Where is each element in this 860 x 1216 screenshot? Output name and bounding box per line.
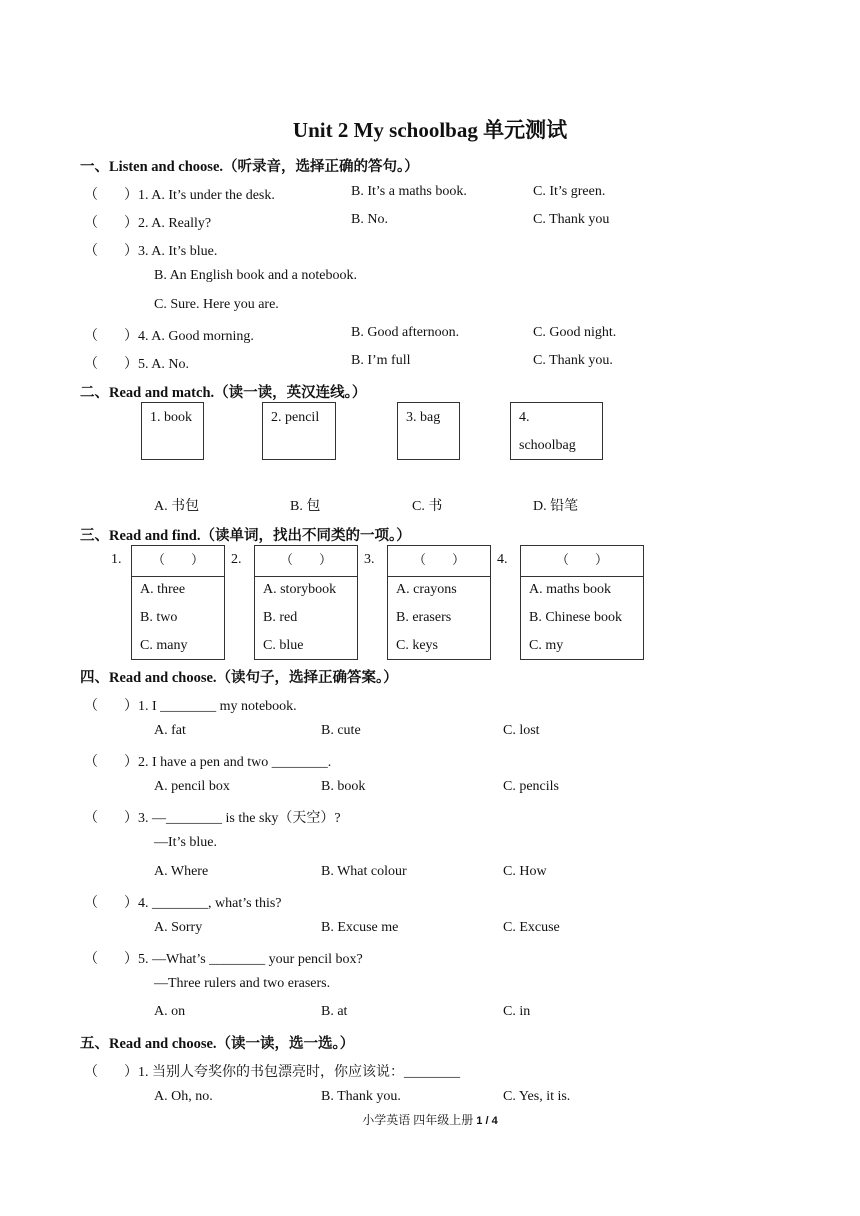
find-option-c: C. keys [396,638,438,653]
answer-paren: （ [84,896,98,911]
find-number: 2. [231,552,242,567]
section-2-heading: 二、Read and match.（读一读，英汉连线。） [80,385,367,401]
find-option-b: B. Chinese book [529,610,622,625]
page-title: Unit 2 My schoolbag 单元测试 [292,118,568,142]
answer-paren: （ [84,755,98,770]
question-1-1: ）1. A. It’s under the desk. [124,188,275,203]
question-4-1: ）1. I ________ my notebook. [124,699,297,714]
option-b: B. cute [321,723,361,738]
answer-paren: （ [84,699,98,714]
answer-paren: （ [84,357,98,372]
chinese-option-c: C. 书 [412,499,443,514]
option-c: C. in [503,1004,531,1019]
option-b: B. Excuse me [321,920,399,935]
option-b: B. I’m full [351,353,411,368]
find-option-a: A. crayons [396,582,457,597]
find-option-b: B. two [140,610,178,625]
chinese-option-b: B. 包 [290,499,321,514]
find-option-a: A. storybook [263,582,337,597]
match-box-schoolbag [510,402,603,460]
match-box-book [141,402,204,460]
option-b: B. It’s a maths book. [351,184,467,199]
match-word: 2. pencil [271,410,320,425]
question-1-2: ）2. A. Really? [124,216,212,231]
option-b: B. at [321,1004,348,1019]
option-a: A. Where [154,864,209,879]
find-option-a: A. maths book [529,582,612,597]
section-5-heading: 五、Read and choose.（读一读，选一选。） [80,1036,355,1052]
section-1-heading: 一、Listen and choose.（听录音，选择正确的答句。） [80,159,419,175]
find-box-4 [520,545,644,660]
option-c: C. Thank you. [533,353,613,368]
question-4-3-reply: —It’s blue. [154,835,217,850]
option-c: C. Sure. Here you are. [154,297,279,312]
option-c: C. lost [503,723,540,738]
find-number: 3. [364,552,375,567]
question-1-5: ）5. A. No. [124,357,189,372]
match-word: 3. bag [406,410,441,425]
answer-paren: （ [84,1065,98,1080]
footer-text: 小学英语 四年级上册 [362,1113,477,1127]
question-4-4: ）4. ________, what’s this? [124,896,282,911]
find-option-c: C. my [529,638,564,653]
question-4-5-reply: —Three rulers and two erasers. [154,976,331,991]
chinese-option-a: A. 书包 [154,499,200,514]
option-a: A. Oh, no. [154,1089,213,1104]
option-c: C. It’s green. [533,184,606,199]
match-word-number: 4. [519,410,530,425]
find-option-c: C. blue [263,638,304,653]
find-option-a: A. three [140,582,186,597]
answer-blank: （ ） [388,546,490,577]
question-1-4: ）4. A. Good morning. [124,329,254,344]
question-4-2: ）2. I have a pen and two ________. [124,755,332,770]
option-c: C. How [503,864,547,879]
find-option-c: C. many [140,638,188,653]
question-4-5: ）5. —What’s ________ your pencil box? [124,952,363,967]
chinese-option-d: D. 铅笔 [533,499,579,514]
find-option-b: B. erasers [396,610,452,625]
answer-blank: （ ） [255,546,357,577]
answer-paren: （ [84,216,98,231]
question-4-3: ）3. —________ is the sky（天空）? [124,811,341,826]
option-a: A. fat [154,723,186,738]
answer-paren: （ [84,811,98,826]
option-b: B. An English book and a notebook. [154,268,357,283]
find-number: 1. [111,552,122,567]
question-5-1: ）1. 当别人夸奖你的书包漂亮时，你应该说：________ [124,1065,460,1080]
answer-blank: （ ） [521,546,643,577]
section-3-heading: 三、Read and find.（读单词，找出不同类的一项。） [80,528,411,544]
answer-paren: （ [84,329,98,344]
answer-paren: （ [84,952,98,967]
answer-blank: （ ） [132,546,224,577]
question-1-3: ）3. A. It’s blue. [124,244,218,259]
option-a: A. on [154,1004,186,1019]
option-c: C. pencils [503,779,559,794]
answer-paren: （ [84,188,98,203]
page-footer [0,1111,860,1128]
find-option-b: B. red [263,610,298,625]
option-c: C. Good night. [533,325,617,340]
option-c: C. Thank you [533,212,610,227]
match-box-bag [397,402,460,460]
match-word: schoolbag [519,438,576,453]
option-b: B. book [321,779,366,794]
find-number: 4. [497,552,508,567]
find-box-3 [387,545,491,660]
match-word: 1. book [150,410,192,425]
option-b: B. Thank you. [321,1089,401,1104]
option-c: C. Yes, it is. [503,1089,571,1104]
find-box-2 [254,545,358,660]
option-b: B. No. [351,212,388,227]
answer-paren: （ [84,244,98,259]
page-number: 1 / 4 [476,1115,498,1127]
section-4-heading: 四、Read and choose.（读句子，选择正确答案。） [80,670,398,686]
option-b: B. What colour [321,864,407,879]
option-b: B. Good afternoon. [351,325,460,340]
option-a: A. pencil box [154,779,230,794]
find-box-1 [131,545,225,660]
option-c: C. Excuse [503,920,560,935]
option-a: A. Sorry [154,920,203,935]
match-box-pencil [262,402,336,460]
